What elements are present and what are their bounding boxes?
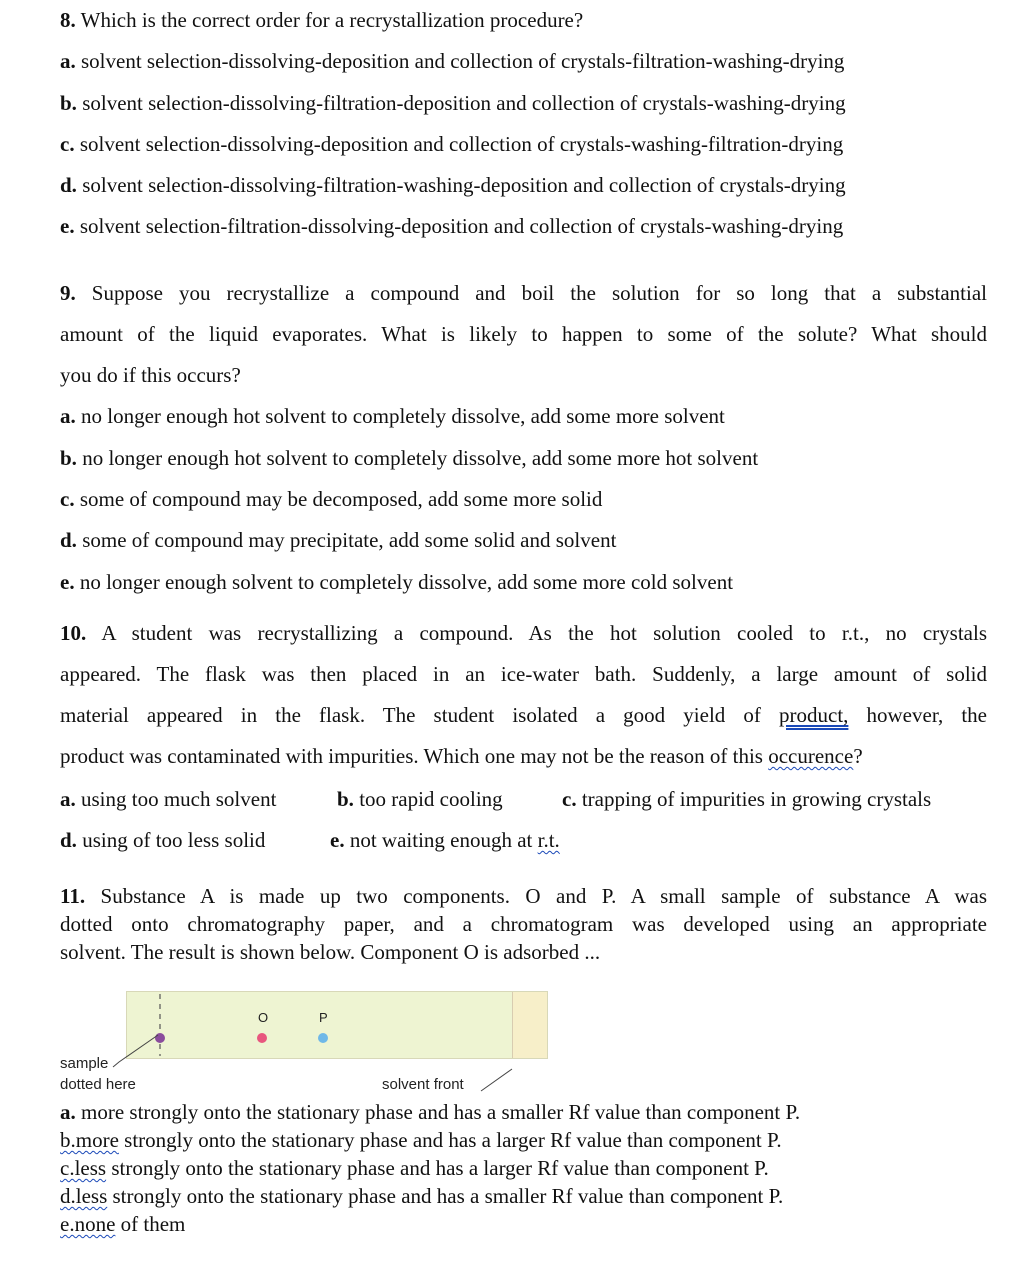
q11-option-c[interactable]: c.less strongly onto the stationary phase and has a larger Rf value than component P.: [60, 1156, 769, 1180]
sample-leader-line: [113, 1035, 158, 1067]
q10-spelling-mark-rt: r.t.: [537, 828, 560, 852]
q8-option-b[interactable]: b. solvent selection-dissolving-filtration-deposition and collection of crystals-washing-drying: [60, 91, 846, 115]
q10-option-c[interactable]: c. trapping of impurities in growing crystals: [562, 787, 932, 811]
q8-option-d[interactable]: d. solvent selection-dissolving-filtration-washing-deposition and collection of crystals-drying: [60, 173, 846, 197]
q11-option-d[interactable]: d.less strongly onto the stationary phase and has a smaller Rf value than component P.: [60, 1184, 784, 1208]
solvent-front-label: solvent front: [382, 1076, 464, 1093]
q10-grammar-mark-product: product,: [779, 703, 849, 727]
q8-option-a[interactable]: a. solvent selection-dissolving-deposition and collection of crystals-filtration-washing-drying: [60, 49, 845, 73]
q11-question-line-1: 11. Substance A is made up two components. O and P. A small sample of substance A was: [60, 884, 987, 908]
q10-option-d[interactable]: d. using of too less solid: [60, 828, 266, 852]
q9-option-e[interactable]: e. no longer enough solvent to completely dissolve, add some more cold solvent: [60, 570, 734, 594]
q11-option-b[interactable]: b.more strongly onto the stationary phase and has a larger Rf value than component P.: [60, 1128, 782, 1152]
q10-question-line-2: appeared. The flask was then placed in an ice-water bath. Suddenly, a large amount of solid: [60, 662, 987, 686]
q9-option-c[interactable]: c. some of compound may be decomposed, add some more solid: [60, 487, 603, 511]
q9-number: 9.: [60, 281, 76, 305]
q9-question-line-1: 9. Suppose you recrystallize a compound and boil the solution for so long that a substantial: [60, 281, 988, 305]
q9-option-a[interactable]: a. no longer enough hot solvent to completely dissolve, add some more solvent: [60, 404, 725, 428]
q8-question: 8. Which is the correct order for a recrystallization procedure?: [60, 8, 584, 32]
q11-number: 11.: [60, 884, 86, 908]
q11-option-a[interactable]: a. more strongly onto the stationary phase and has a smaller Rf value than component P.: [60, 1100, 801, 1124]
q10-question-line-3: material appeared in the flask. The student isolated a good yield of product, however, the: [60, 703, 987, 727]
q9-question-line-3: you do if this occurs?: [60, 363, 241, 387]
q8-option-c[interactable]: c. solvent selection-dissolving-deposition and collection of crystals-washing-filtration-drying: [60, 132, 844, 156]
q10-question-line-1: 10. A student was recrystallizing a compound. As the hot solution cooled to r.t., no crystals: [60, 621, 987, 645]
q11-question-line-2: dotted onto chromatography paper, and a chromatogram was developed using an appropriate: [60, 912, 987, 936]
front-leader-line: [481, 1069, 512, 1091]
q10-spelling-mark-occurence: occurence: [768, 744, 854, 768]
q10-question-line-4: product was contaminated with impurities. Which one may not be the reason of this occurence?: [60, 744, 863, 768]
q10-option-b[interactable]: b. too rapid cooling: [337, 787, 503, 811]
label-o: O: [258, 1010, 269, 1025]
q11-option-e[interactable]: e.none of them: [60, 1212, 186, 1236]
q10-option-a[interactable]: a. using too much solvent: [60, 787, 277, 811]
q9-option-d[interactable]: d. some of compound may precipitate, add some solid and solvent: [60, 528, 617, 552]
q8-number: 8.: [60, 8, 76, 32]
sample-label-1: sample: [60, 1055, 109, 1072]
q11-question-line-3: solvent. The result is shown below. Component O is adsorbed ...: [60, 940, 601, 964]
q9-question-line-2: amount of the liquid evaporates. What is likely to happen to some of the solute? What should: [60, 322, 987, 346]
label-p: P: [319, 1010, 328, 1025]
q8-option-e[interactable]: e. solvent selection-filtration-dissolving-deposition and collection of crystals-washing-drying: [60, 214, 844, 238]
q10-number: 10.: [60, 621, 87, 645]
q10-option-e[interactable]: e. not waiting enough at r.t.: [330, 828, 560, 852]
sample-label-2: dotted here: [60, 1076, 136, 1093]
q9-option-b[interactable]: b. no longer enough hot solvent to completely dissolve, add some more hot solvent: [60, 446, 759, 470]
